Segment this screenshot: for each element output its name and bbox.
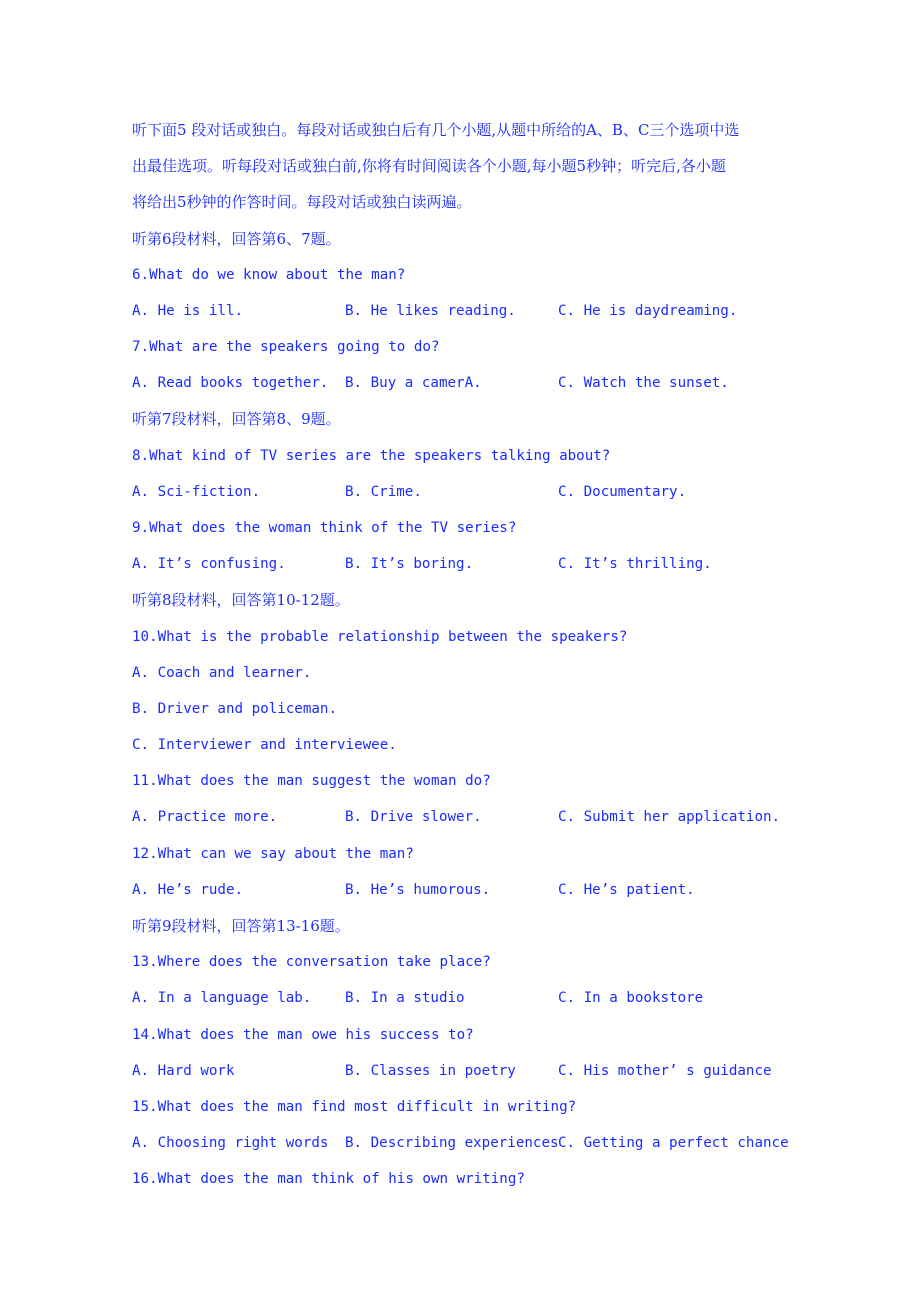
option-a: A. It’s confusing. <box>132 556 286 572</box>
option-b: B. Classes in poetry <box>345 1063 516 1079</box>
option-a: A. He is ill. <box>132 303 244 319</box>
option-c: C. Submit her application. <box>558 809 781 825</box>
section-heading: 听第8段材料，回答第10-12题。 <box>132 591 350 609</box>
option-b: B. He’s humorous. <box>345 882 491 898</box>
option-c: C. In a bookstore <box>558 990 704 1006</box>
question-13: 13.Where does the conversation take place? <box>132 954 491 970</box>
question-15: 15.What does the man find most difficult in writing? <box>132 1099 577 1115</box>
intro-line-2: 出最佳选项。听每段对话或独白前,你将有时间阅读各个小题,每小题5秒钟；听完后,各小题 <box>132 157 726 175</box>
option-a: A. Read books together. <box>132 375 329 391</box>
options-row-8 <box>132 482 832 502</box>
option-c: C. He’s patient. <box>558 882 695 898</box>
question-7: 7.What are the speakers going to do? <box>132 339 440 355</box>
options-row-13 <box>132 988 832 1008</box>
option-a: A. Hard work <box>132 1063 235 1079</box>
option-a: A. Sci-fiction. <box>132 484 261 500</box>
question-14: 14.What does the man owe his success to? <box>132 1027 474 1043</box>
section-heading: 听第7段材料，回答第8、9题。 <box>132 410 341 428</box>
option-c: C. Documentary. <box>558 484 687 500</box>
option-c: C. Watch the sunset. <box>558 375 729 391</box>
question-16: 16.What does the man think of his own writing? <box>132 1171 525 1187</box>
question-10: 10.What is the probable relationship between the speakers? <box>132 629 628 645</box>
option-c: C. His mother’ s guidance <box>558 1063 772 1079</box>
section-heading: 听第9段材料，回答第13-16题。 <box>132 917 350 935</box>
section-heading: 听第6段材料，回答第6、7题。 <box>132 230 341 248</box>
options-row-11 <box>132 807 832 827</box>
option-a: A. He’s rude. <box>132 882 244 898</box>
question-6: 6.What do we know about the man? <box>132 267 406 283</box>
option-b: B. Drive slower. <box>345 809 482 825</box>
option-b: B. It’s boring. <box>345 556 474 572</box>
option-b: B. Describing experiences <box>345 1135 559 1151</box>
options-row-9 <box>132 554 832 574</box>
option-a: A. In a language lab. <box>132 990 312 1006</box>
option-a: A. Practice more. <box>132 809 278 825</box>
option-b: B. Crime. <box>345 484 422 500</box>
intro-line-3: 将给出5秒钟的作答时间。每段对话或独白读两遍。 <box>132 193 472 211</box>
option-a: A. Coach and learner. <box>132 665 312 681</box>
options-row-12 <box>132 880 832 900</box>
question-11: 11.What does the man suggest the woman do? <box>132 773 491 789</box>
option-a: A. Choosing right words <box>132 1135 329 1151</box>
options-row-15 <box>132 1133 832 1153</box>
option-b: B. He likes reading. <box>345 303 516 319</box>
option-c: C. It’s thrilling. <box>558 556 712 572</box>
option-c: C. He is daydreaming. <box>558 303 738 319</box>
options-row-14 <box>132 1061 832 1081</box>
option-b: B. Buy a camerA. <box>345 375 482 391</box>
option-b: B. Driver and policeman. <box>132 701 337 717</box>
option-c: C. Getting a perfect chance <box>558 1135 789 1151</box>
option-c: C. Interviewer and interviewee. <box>132 737 397 753</box>
question-9: 9.What does the woman think of the TV series? <box>132 520 517 536</box>
intro-line-1: 听下面5 段对话或独白。每段对话或独白后有几个小题,从题中所给的A、B、C三个选项中选 <box>132 121 740 139</box>
question-8: 8.What kind of TV series are the speakers talking about? <box>132 448 611 464</box>
question-12: 12.What can we say about the man? <box>132 846 414 862</box>
options-row-7 <box>132 373 832 393</box>
option-b: B. In a studio <box>345 990 465 1006</box>
options-row-6 <box>132 301 832 321</box>
